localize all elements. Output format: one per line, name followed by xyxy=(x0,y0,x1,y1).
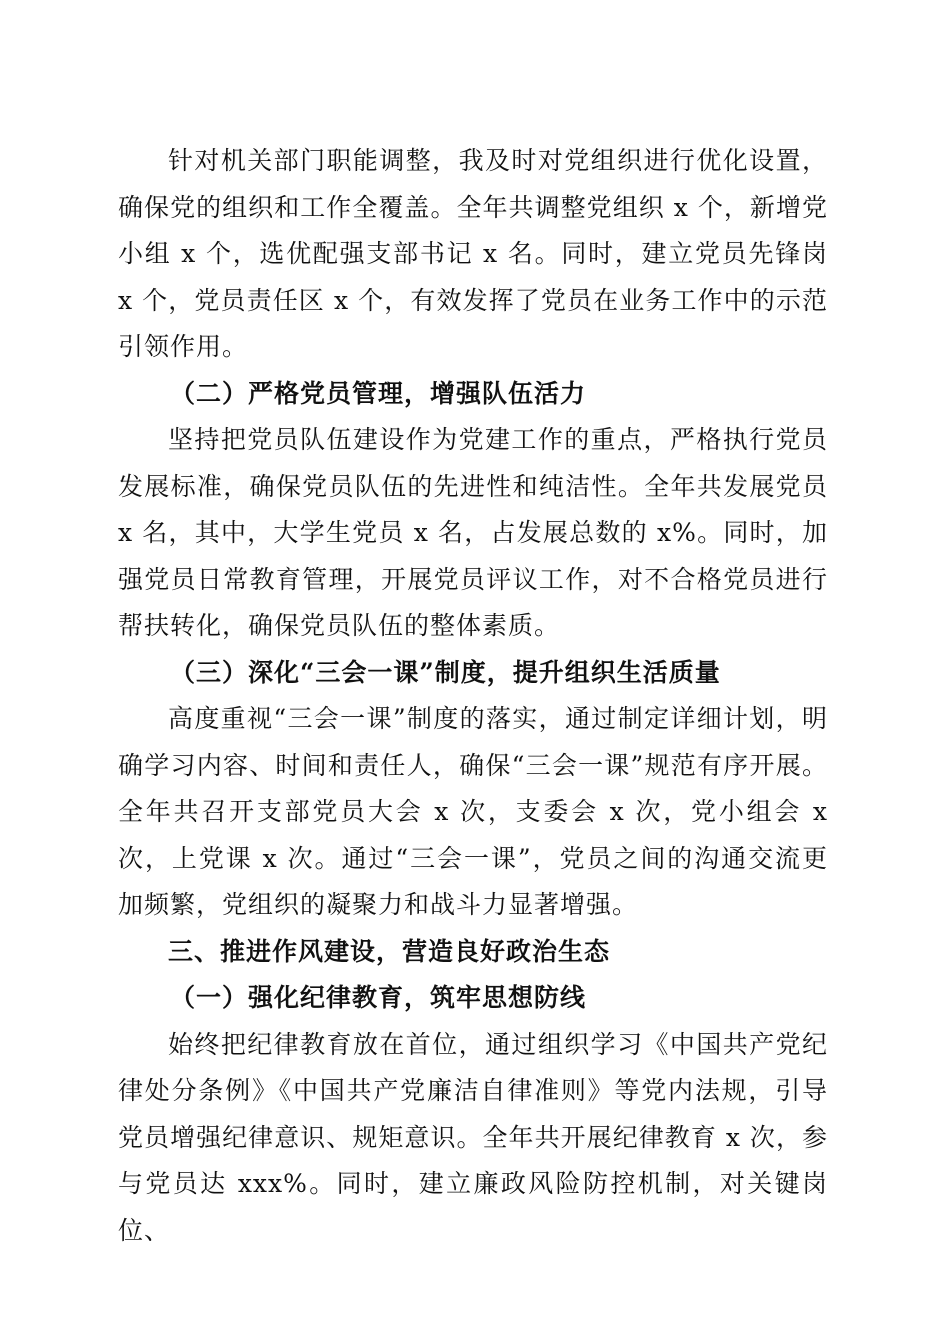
subheading-three-meetings: （三）深化“三会一课”制度，提升组织生活质量 xyxy=(170,657,721,687)
paragraph-discipline-education: 始终把纪律教育放在首位，通过组织学习《中国共产党纪律处分条例》《中国共产党廉洁自律准则》等党内法规，引导党员增强纪律意识、规矩意识。全年共开展纪律教育 x 次，参与党员达 xxx%。同时，建立廉政风险防控机制，对关键岗位、 xyxy=(118,1029,828,1245)
subheading-discipline-education: （一）强化纪律教育，筑牢思想防线 xyxy=(170,983,587,1012)
paragraph-member-development: 坚持把党员队伍建设作为党建工作的重点，严格执行党员发展标准，确保党员队伍的先进性和纯洁性。全年共发展党员 x 名，其中，大学生党员 x 名，占发展总数的 x%。同时，加强党员日常教育管理，开展党员评议工作，对不合格党员进行帮扶转化，确保党员队伍的整体素质。 xyxy=(118,425,828,640)
paragraph-three-meetings: 高度重视“三会一课”制度的落实，通过制定详细计划，明确学习内容、时间和责任人，确保“三会一课”规范有序开展。全年共召开支部党员大会 x 次，支委会 x 次，党小组会 x 次，上党课 x 次。通过“三会一课”，党员之间的沟通交流更加频繁，党组织的凝聚力和战斗力显著增强。 xyxy=(118,704,828,919)
document-body xyxy=(118,138,828,1254)
subheading-member-management: （二）严格党员管理，增强队伍活力 xyxy=(170,378,587,408)
paragraph-org-optimization: 针对机关部门职能调整，我及时对党组织进行优化设置，确保党的组织和工作全覆盖。全年共调整党组织 x 个，新增党小组 x 个，选优配强支部书记 x 名。同时，建立党员先锋岗 x 个，党员责任区 x 个，有效发挥了党员在业务工作中的示范引领作用。 xyxy=(118,146,828,361)
heading-style-building: 三、推进作风建设，营造良好政治生态 xyxy=(168,936,611,966)
